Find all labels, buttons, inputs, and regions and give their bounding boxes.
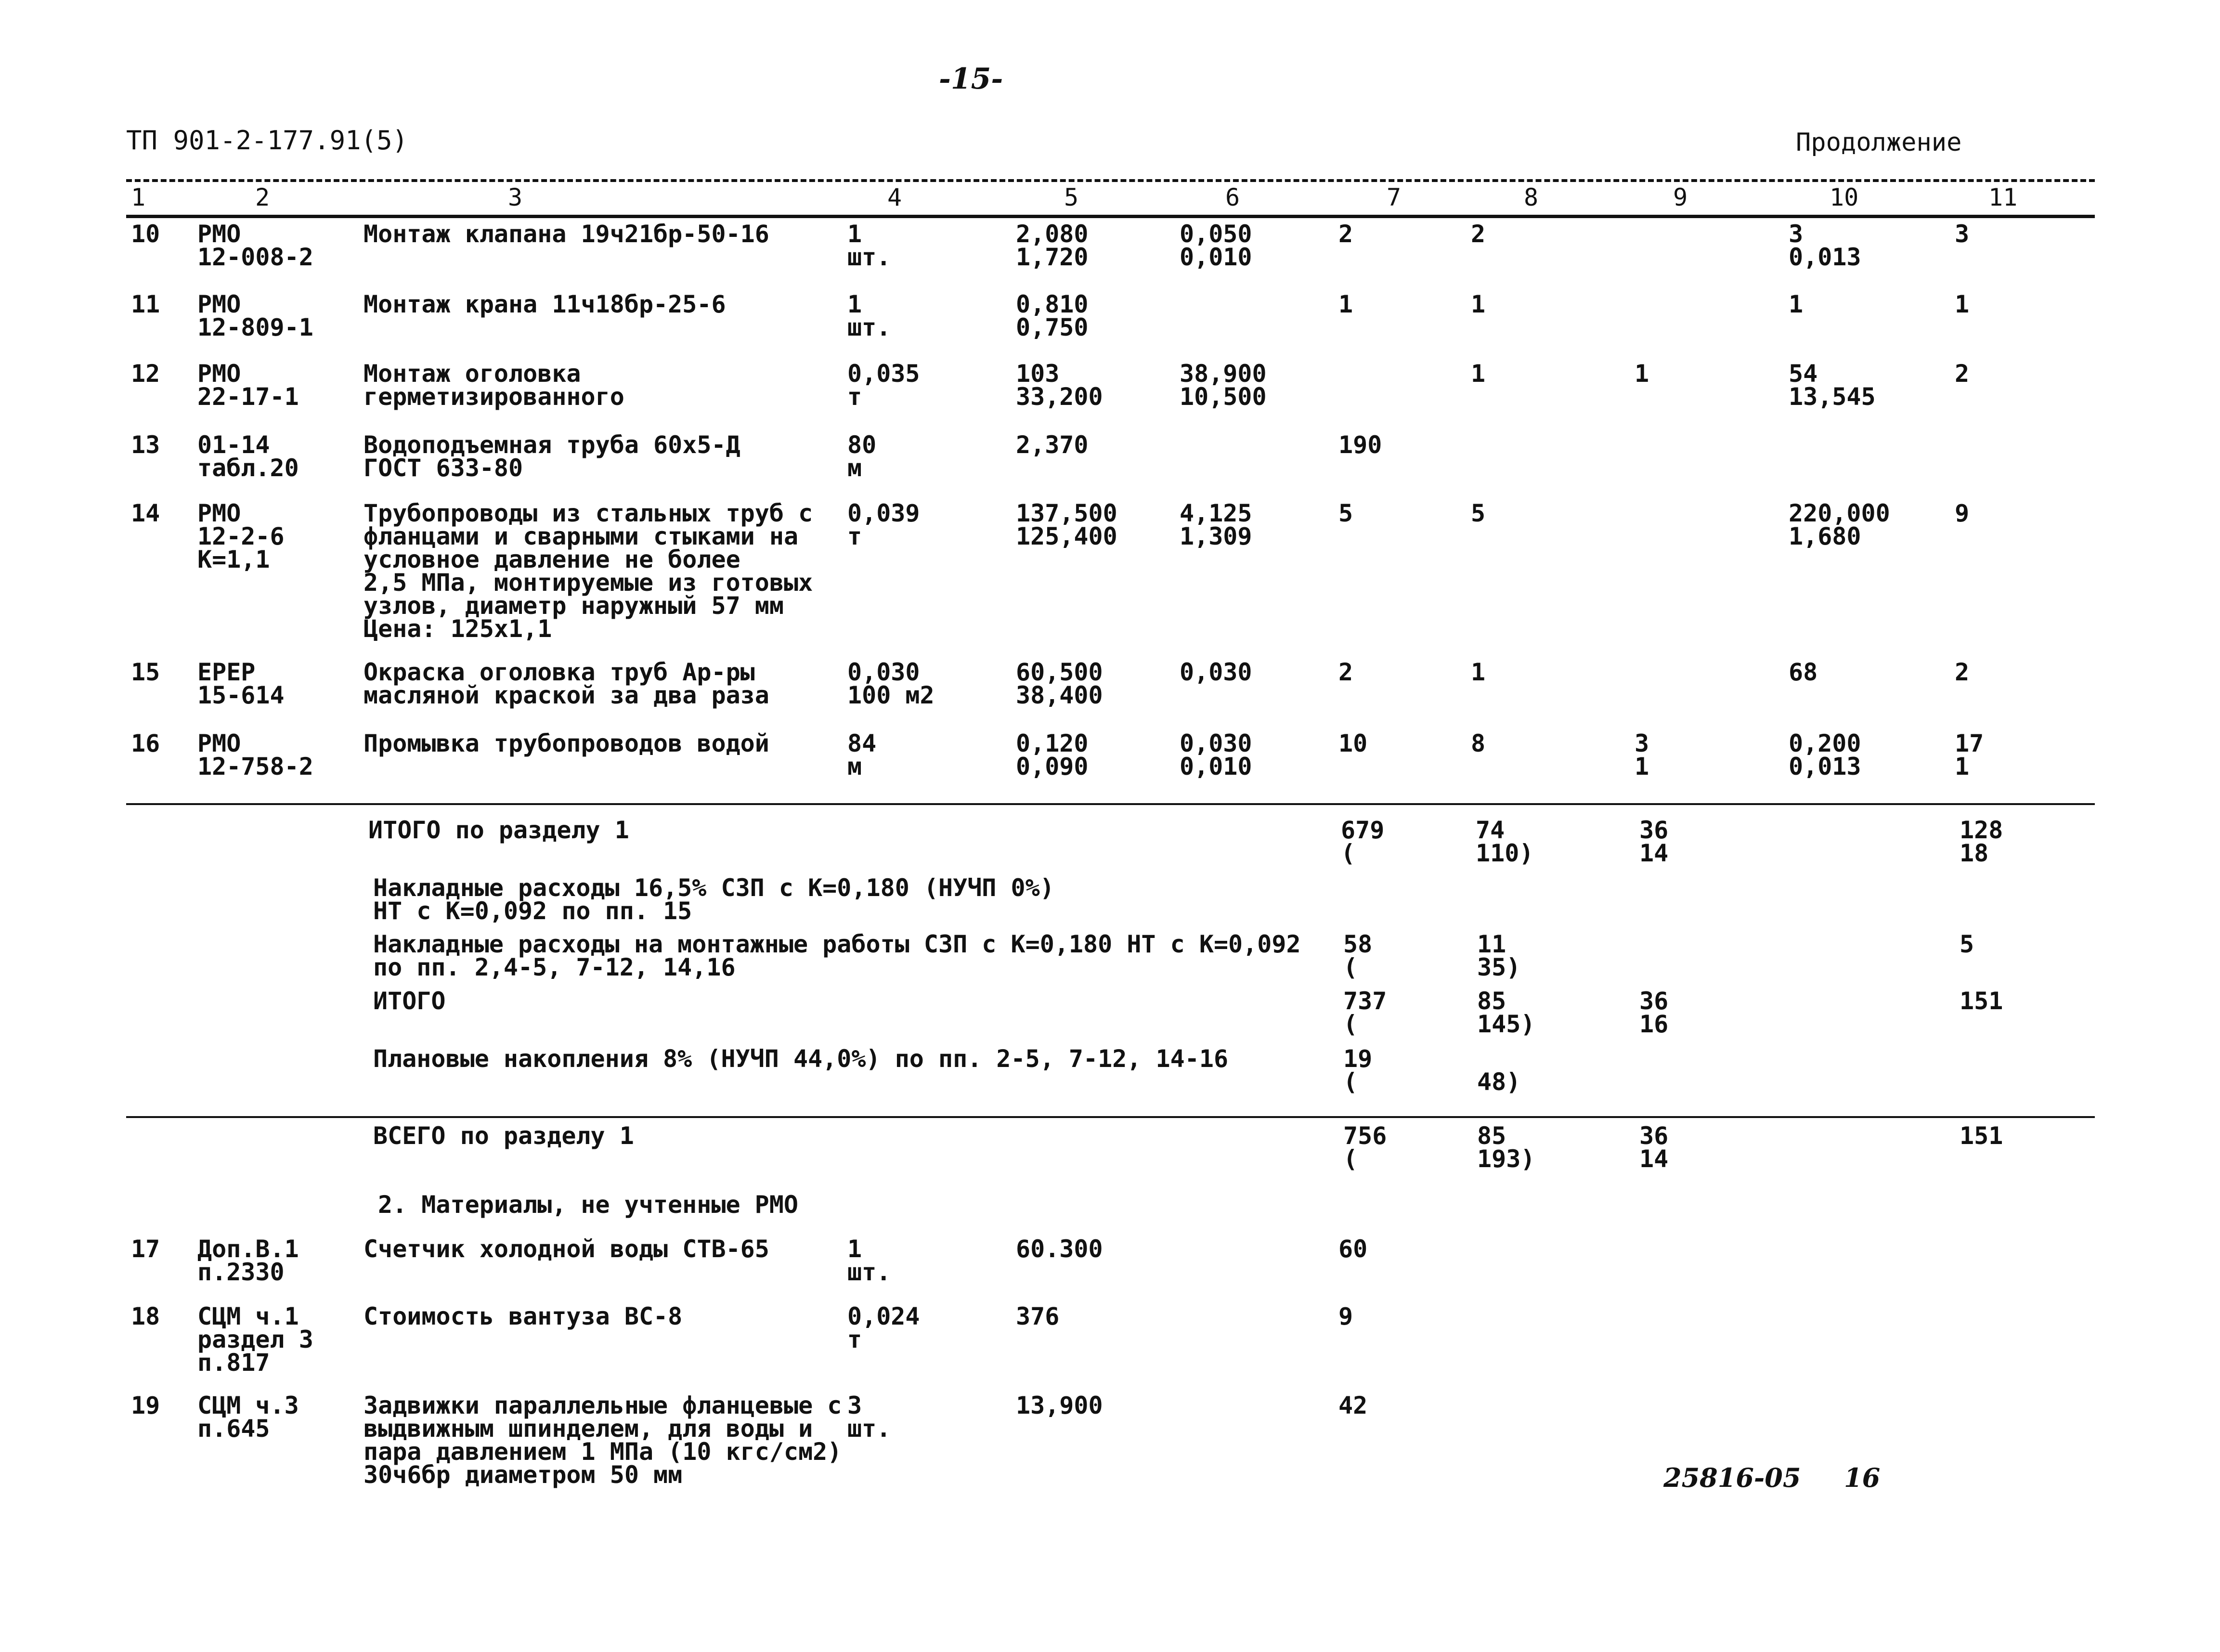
table-cell-col-11: 3: [1955, 220, 1970, 248]
table-cell-col-2: РМО 12-008-2: [197, 220, 313, 271]
table-cell-col-3: Задвижки параллельные фланцевые с выдвижным шпинделем, для воды и пара давлением 1 МПа (10 кгс/см2) 30ч6бр диаметром 50 мм: [364, 1392, 842, 1489]
table-cell-col-5: 376: [1016, 1302, 1060, 1330]
table-cell-col-10: 54 13,545: [1789, 360, 1876, 411]
table-cell-col-7: 60: [1338, 1235, 1368, 1263]
table-cell-col-3: Монтаж крана 11ч18бр-25-6: [364, 290, 726, 318]
column-header: 11: [1988, 183, 2018, 211]
document-code: ТП 901-2-177.91(5): [126, 125, 408, 156]
section-rule: [126, 803, 2095, 805]
table-cell-col-7: 1: [1338, 290, 1353, 318]
summary-value: 85 145): [1477, 987, 1535, 1038]
table-cell-col-10: 3 0,013: [1789, 220, 1861, 271]
table-cell-col-7: 9: [1338, 1302, 1353, 1330]
summary-value: 151: [1960, 1122, 2003, 1150]
table-cell-col-2: СЦМ ч.1 раздел 3 п.817: [197, 1302, 313, 1377]
table-cell-col-7: 2: [1338, 658, 1353, 686]
summary-value: 58 (: [1343, 930, 1373, 981]
table-cell-col-2: РМО 12-758-2: [197, 729, 313, 780]
table-cell-col-5: 0,810 0,750: [1016, 290, 1089, 341]
table-cell-col-10: 68: [1789, 658, 1818, 686]
column-header-row: [0, 183, 2220, 215]
table-cell-col-5: 2,080 1,720: [1016, 220, 1089, 271]
table-cell-col-1: 16: [131, 729, 160, 757]
summary-value: 48): [1477, 1068, 1521, 1096]
summary-label: ИТОГО: [373, 987, 446, 1015]
summary-value: 128 18: [1960, 816, 2003, 867]
table-cell-col-5: 0,120 0,090: [1016, 729, 1089, 780]
table-cell-col-4: 0,035 т: [847, 360, 920, 411]
table-cell-col-4: 3 шт.: [847, 1392, 891, 1443]
column-header: 8: [1524, 183, 1539, 211]
table-cell-col-1: 17: [131, 1235, 160, 1263]
summary-value: 756 (: [1343, 1122, 1387, 1173]
table-cell-col-2: 01-14 табл.20: [197, 431, 299, 482]
table-cell-col-5: 60.300: [1016, 1235, 1103, 1263]
summary-label: ВСЕГО по разделу 1: [373, 1122, 634, 1150]
summary-label: Накладные расходы 16,5% СЗП с К=0,180 (НУЧП 0%) НТ с К=0,092 по пп. 15: [373, 874, 1054, 925]
summary-value: 151: [1960, 987, 2003, 1015]
table-cell-col-6: 0,050 0,010: [1180, 220, 1252, 271]
table-cell-col-8: 8: [1471, 729, 1486, 757]
table-cell-col-2: РМО 22-17-1: [197, 360, 299, 411]
table-cell-col-2: ЕРЕР 15-614: [197, 658, 285, 709]
table-cell-col-8: 1: [1471, 290, 1486, 318]
section-2-title: 2. Материалы, не учтенные РМО: [378, 1191, 798, 1219]
table-cell-col-1: 15: [131, 658, 160, 686]
continuation-label: Продолжение: [1796, 128, 1962, 157]
column-header: 5: [1064, 183, 1079, 211]
table-cell-col-1: 11: [131, 290, 160, 318]
table-cell-col-8: 5: [1471, 499, 1486, 527]
table-cell-col-5: 137,500 125,400: [1016, 499, 1117, 550]
table-cell-col-4: 1 шт.: [847, 290, 891, 341]
table-cell-col-3: Монтаж клапана 19ч21бр-50-16: [364, 220, 769, 248]
section-rule: [126, 1116, 2095, 1118]
table-cell-col-2: СЦМ ч.3 п.645: [197, 1392, 299, 1443]
summary-label: ИТОГО по разделу 1: [368, 816, 629, 844]
column-header: 2: [255, 183, 270, 211]
table-cell-col-1: 18: [131, 1302, 160, 1330]
table-cell-col-3: Окраска оголовка труб Ар-ры масляной краской за два раза: [364, 658, 769, 709]
summary-label: Накладные расходы на монтажные работы СЗП с К=0,180 НТ с К=0,092 по пп. 2,4-5, 7-12, 14,16: [373, 930, 1301, 981]
table-cell-col-11: 2: [1955, 360, 1970, 388]
table-cell-col-8: 2: [1471, 220, 1486, 248]
table-cell-col-1: 14: [131, 499, 160, 527]
table-cell-col-3: Трубопроводы из стальных труб с фланцами и сварными стыками на условное давление не более 2,5 МПа, монтируемые из готовых узлов, диаметр наружный 57 мм Цена: 125х1,1: [364, 499, 813, 643]
summary-label: Плановые накопления 8% (НУЧП 44,0%) по пп. 2-5, 7-12, 14-16: [373, 1045, 1229, 1073]
summary-value: 19 (: [1343, 1045, 1373, 1096]
table-cell-col-1: 13: [131, 431, 160, 459]
column-header: 3: [508, 183, 523, 211]
column-header: 4: [887, 183, 902, 211]
table-cell-col-9: 3 1: [1635, 729, 1649, 780]
table-cell-col-5: 2,370: [1016, 431, 1089, 459]
page-number: -15-: [939, 62, 1003, 96]
table-cell-col-8: 1: [1471, 360, 1486, 388]
column-header: 9: [1673, 183, 1688, 211]
table-cell-col-11: 1: [1955, 290, 1970, 318]
table-cell-col-1: 19: [131, 1392, 160, 1419]
table-cell-col-2: Доп.В.1 п.2330: [197, 1235, 299, 1286]
summary-value: 85 193): [1477, 1122, 1535, 1173]
column-header: 6: [1225, 183, 1240, 211]
table-cell-col-7: 190: [1338, 431, 1382, 459]
summary-value: 36 16: [1639, 987, 1669, 1038]
table-cell-col-3: Стоимость вантуза ВС-8: [364, 1302, 683, 1330]
summary-value: 74 110): [1476, 816, 1534, 867]
table-cell-col-5: 13,900: [1016, 1392, 1103, 1419]
footer-page-number: 16: [1844, 1462, 1881, 1493]
table-cell-col-1: 12: [131, 360, 160, 388]
table-cell-col-3: Водоподъемная труба 60х5-Д ГОСТ 633-80: [364, 431, 740, 482]
table-cell-col-10: 0,200 0,013: [1789, 729, 1861, 780]
table-cell-col-6: 0,030: [1180, 658, 1252, 686]
table-cell-col-4: 1 шт.: [847, 220, 891, 271]
column-header: 10: [1830, 183, 1859, 211]
column-header: 1: [131, 183, 146, 211]
table-cell-col-4: 84 м: [847, 729, 877, 780]
summary-value: 5: [1960, 930, 1974, 958]
table-cell-col-10: 1: [1789, 290, 1804, 318]
table-cell-col-2: РМО 12-809-1: [197, 290, 313, 341]
table-cell-col-11: 2: [1955, 658, 1970, 686]
table-cell-col-8: 1: [1471, 658, 1486, 686]
table-cell-col-6: 38,900 10,500: [1180, 360, 1267, 411]
table-cell-col-4: 80 м: [847, 431, 877, 482]
summary-value: 36 14: [1639, 1122, 1669, 1173]
table-cell-col-7: 10: [1338, 729, 1368, 757]
table-cell-col-7: 42: [1338, 1392, 1368, 1419]
table-cell-col-9: 1: [1635, 360, 1649, 388]
summary-value: 11 35): [1477, 930, 1521, 981]
table-cell-col-10: 220,000 1,680: [1789, 499, 1890, 550]
table-cell-col-4: 0,030 100 м2: [847, 658, 935, 709]
summary-value: 737 (: [1343, 987, 1387, 1038]
summary-value: 679 (: [1341, 816, 1385, 867]
summary-value: 36 14: [1639, 816, 1669, 867]
table-cell-col-2: РМО 12-2-6 К=1,1: [197, 499, 285, 573]
footer-code: 25816-05: [1663, 1462, 1801, 1493]
table-cell-col-6: 4,125 1,309: [1180, 499, 1252, 550]
table-cell-col-7: 5: [1338, 499, 1353, 527]
table-cell-col-11: 9: [1955, 499, 1970, 527]
column-header: 7: [1387, 183, 1402, 211]
table-cell-col-4: 0,024 т: [847, 1302, 920, 1353]
header-rule-top: [126, 179, 2095, 182]
table-cell-col-7: 2: [1338, 220, 1353, 248]
table-cell-col-4: 1 шт.: [847, 1235, 891, 1286]
table-cell-col-5: 103 33,200: [1016, 360, 1103, 411]
table-cell-col-4: 0,039 т: [847, 499, 920, 550]
header-rule-bottom: [126, 215, 2095, 218]
table-cell-col-3: Промывка трубопроводов водой: [364, 729, 769, 757]
table-cell-col-1: 10: [131, 220, 160, 248]
table-cell-col-3: Счетчик холодной воды СТВ-65: [364, 1235, 769, 1263]
table-cell-col-3: Монтаж оголовка герметизированного: [364, 360, 624, 411]
table-cell-col-6: 0,030 0,010: [1180, 729, 1252, 780]
table-cell-col-5: 60,500 38,400: [1016, 658, 1103, 709]
table-cell-col-11: 17 1: [1955, 729, 1984, 780]
